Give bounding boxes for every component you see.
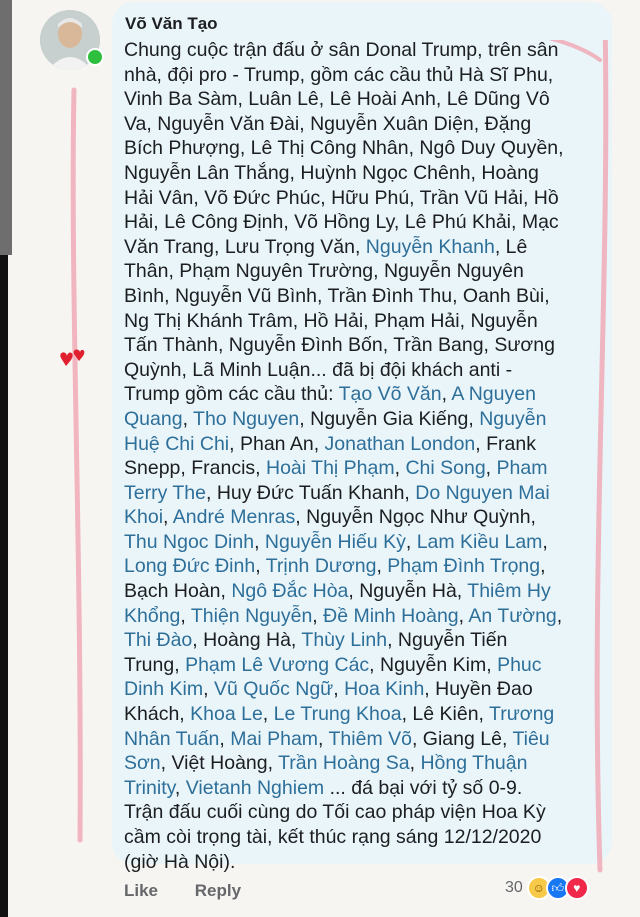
comment-text-segment: ,: [163, 506, 173, 529]
tagged-name-link[interactable]: Mai Pham: [230, 727, 319, 750]
reply-button[interactable]: Reply: [194, 881, 242, 900]
comment-text-segment: ,: [255, 555, 266, 578]
comment-line: [124, 751, 604, 776]
tagged-name-link[interactable]: Phuc: [497, 653, 542, 676]
comment-line: [124, 136, 604, 161]
comment-text-segment: , Nguyễn Tiến: [387, 629, 508, 652]
comment-text-segment: , Huy Đức Tuấn Khanh,: [206, 481, 416, 504]
comment-text-segment: , Phan An,: [229, 432, 325, 455]
comment-text-segment: Vinh Ba Sàm, Luân Lê, Lê Hoài Anh, Lê Dũng Vô: [124, 88, 550, 111]
comment-text-segment: Quỳnh, Lã Minh Luận... đã bị đội khách anti -: [124, 358, 513, 381]
tagged-name-link[interactable]: Phạm Đình Trọng: [387, 555, 541, 578]
comment-text-segment: Bích Phượng, Lê Thị Công Nhân, Ngô Duy Quyền,: [124, 137, 564, 160]
love-icon: ♥: [565, 876, 589, 900]
comment-text-segment: Chung cuộc trận đấu ở sân Donal Trump, trên sân: [124, 39, 559, 61]
comment-text-segment: Hải Vân, Võ Đức Phúc, Hữu Phú, Trần Vũ Hải, Hồ: [124, 186, 559, 209]
comment-text-segment: ,: [458, 604, 469, 627]
comment-text-segment: ,: [376, 555, 388, 578]
comment-text-segment: Bạch Hoàn,: [124, 580, 232, 603]
comment-text-segment: ,: [318, 727, 329, 750]
comment-text-segment: ,: [405, 530, 417, 553]
comment-text-segment: ,: [333, 678, 345, 701]
tagged-name-link[interactable]: Thu Ngoc Dinh: [124, 530, 255, 553]
comment-line: [124, 677, 604, 702]
comment-text-segment: ,: [485, 457, 497, 480]
comment-text-segment: Ng Thị Khánh Trâm, Hồ Hải, Phạm Hải, Nguyễn: [124, 309, 538, 332]
comment-line: [124, 702, 604, 727]
heart-doodle-icon: [58, 346, 88, 370]
comment-text-segment: , Giang Lê,: [411, 727, 513, 750]
tagged-name-link[interactable]: Vũ Quốc Ngữ: [213, 678, 334, 701]
tagged-name-link[interactable]: Khổng: [124, 604, 181, 627]
comment-line: [124, 333, 604, 358]
comment-line: [124, 112, 604, 137]
comment-text-segment: ,: [254, 530, 265, 553]
reaction-summary[interactable]: [505, 876, 589, 900]
tagged-name-link[interactable]: Tạo Võ Văn: [338, 383, 442, 406]
comment-text-segment: , Hoàng Hà,: [192, 629, 302, 652]
comment-text-segment: ,: [556, 604, 563, 627]
comment-text-segment: cầm còi trọng tài, kết thúc rạng sáng 12/12/2020: [124, 826, 542, 848]
comment-line: [124, 505, 604, 530]
comment-line: [124, 38, 604, 63]
comment-text-segment: , Nguyễn Hà,: [348, 580, 468, 603]
comment-line: [124, 186, 604, 211]
tagged-name-link[interactable]: Trần Hoàng Sa: [278, 752, 410, 775]
tagged-name-link[interactable]: Huệ Chi Chi: [124, 432, 230, 455]
comment-text-segment: Trump gồm các cầu thủ:: [124, 383, 339, 406]
comment-line: [124, 407, 604, 432]
tagged-name-link[interactable]: Pham: [496, 457, 548, 480]
comment-text-segment: ... đá bại với tỷ số 0-9.: [324, 776, 523, 799]
comment-text-segment: Thân, Phạm Nguyên Trường, Nguyễn Nguyên: [124, 260, 524, 283]
side-tab: [0, 0, 12, 255]
comment-line: [124, 825, 604, 850]
comment-text-segment: ,: [182, 407, 194, 430]
comment-text-segment: , Lê: [494, 235, 528, 258]
comment-text-segment: nhà, đội pro - Trump, gồm các cầu thủ Hà Sĩ Phu,: [124, 63, 554, 86]
comment-text-segment: , Huyền Đao: [424, 678, 533, 701]
comment-text-segment: ,: [203, 678, 214, 701]
tagged-name-link[interactable]: Thiêm Võ: [328, 727, 412, 750]
tagged-name-link[interactable]: Lam Kiều Lam: [416, 530, 543, 553]
comment-line: [124, 481, 604, 506]
online-status-dot: [86, 48, 104, 66]
comment-text-segment: , Frank: [475, 432, 536, 455]
tagged-name-link[interactable]: Phạm Lê Vương Các: [185, 653, 370, 676]
tagged-name-link[interactable]: An Tường: [468, 604, 557, 627]
tagged-name-link[interactable]: Chi Song: [405, 457, 486, 480]
tagged-name-link[interactable]: Trịnh Dương: [265, 555, 377, 578]
comment-text: [124, 38, 604, 874]
comment-text-segment: ,: [219, 727, 231, 750]
comment-line: [124, 284, 604, 309]
tagged-name-link[interactable]: André Menras: [172, 506, 296, 529]
comment-text-segment: Snepp, Francis,: [124, 457, 266, 480]
comment-text-segment: Văn Trang, Lưu Trọng Văn,: [124, 235, 366, 258]
tagged-name-link[interactable]: Terry The: [124, 481, 206, 504]
comment-line: [124, 259, 604, 284]
comment-text-segment: ,: [441, 383, 452, 406]
comment-text-segment: ,: [540, 555, 546, 578]
like-icon: 👍︎: [546, 876, 570, 900]
tagged-name-link[interactable]: Jonathan London: [324, 432, 476, 455]
comment-text-segment: ,: [312, 604, 324, 627]
comment-line: [124, 161, 604, 186]
comment-text-segment: ,: [409, 752, 421, 775]
comment-line: [124, 456, 604, 481]
comment-line: [124, 604, 604, 629]
comment-line: [124, 530, 604, 555]
comment-actions: [124, 881, 273, 901]
tagged-name-link[interactable]: Long Đức Đinh: [124, 555, 256, 578]
comment-line: [124, 210, 604, 235]
comment-text-segment: , Nguyễn Kim,: [369, 653, 498, 676]
tagged-name-link[interactable]: Quang: [124, 407, 183, 430]
comment-text-segment: Tấn Thành, Nguyễn Đình Bốn, Trần Bang, Sương: [124, 334, 555, 357]
tagged-name-link[interactable]: Thiêm Hy: [467, 580, 551, 603]
tagged-name-link[interactable]: Thiện Nguyễn: [190, 604, 313, 627]
comment-text-segment: , Nguyễn Ngọc Như Quỳnh,: [295, 506, 536, 529]
tagged-name-link[interactable]: Trinity: [124, 776, 175, 799]
tagged-name-link[interactable]: Tiêu: [512, 727, 550, 750]
comment-line: [124, 309, 604, 334]
comment-line: [124, 653, 604, 678]
tagged-name-link[interactable]: Le Trung Khoa: [273, 703, 402, 726]
tagged-name-link[interactable]: Do Nguyen Mai: [415, 481, 550, 504]
comment-text-segment: (giờ Hà Nội).: [124, 850, 236, 873]
comment-line: [124, 579, 604, 604]
comment-text-segment: , Việt Hoàng,: [160, 752, 279, 775]
comment-text-segment: ,: [262, 703, 274, 726]
tagged-name-link[interactable]: Đề Minh Hoàng: [323, 604, 459, 627]
comment-text-segment: ,: [394, 457, 406, 480]
tagged-name-link[interactable]: Nhân Tuấn: [124, 727, 220, 750]
comment-text-segment: Trận đấu cuối cùng do Tối cao pháp viện Hoa Kỳ: [124, 801, 546, 824]
comment-text-segment: ,: [174, 776, 186, 799]
comment-author[interactable]: Võ Văn Tạo: [125, 14, 218, 33]
tagged-name-link[interactable]: Nguyễn Hiếu Kỳ: [264, 530, 406, 553]
comment-line: [124, 358, 604, 383]
comment-text-segment: Trung,: [124, 653, 186, 676]
comment-line: [124, 235, 604, 260]
haha-icon: ☺: [527, 876, 551, 900]
tagged-name-link[interactable]: Thi Đào: [124, 629, 193, 652]
comment-line: [124, 554, 604, 579]
tagged-name-link[interactable]: Sơn: [124, 752, 161, 775]
comment-line: [124, 776, 604, 801]
tagged-name-link[interactable]: Ngô Đắc Hòa: [231, 580, 349, 603]
comment-text-segment: ,: [542, 530, 548, 553]
tagged-name-link[interactable]: Vietanh Nghiem: [185, 776, 325, 799]
comment-text-segment: Bình, Nguyễn Vũ Bình, Trần Đình Thu, Oanh Bùi,: [124, 284, 550, 307]
comment-text-segment: Hải, Lê Công Định, Võ Hồng Ly, Lê Phú Khải, Mạc: [124, 211, 559, 234]
comment-text-segment: Va, Nguyễn Văn Đài, Nguyễn Xuân Diện, Đặng: [124, 112, 532, 135]
comment-text-segment: Nguyễn Lân Thắng, Huỳnh Ngọc Chênh, Hoàng: [124, 161, 539, 184]
tagged-name-link[interactable]: Khoa Le: [190, 703, 263, 726]
comment-line: [124, 800, 604, 825]
tagged-name-link[interactable]: A Nguyen: [451, 383, 536, 406]
comment-text-segment: , Lê Kiên,: [401, 703, 490, 726]
tagged-name-link[interactable]: Hoài Thị Phạm: [265, 457, 395, 480]
tagged-name-link[interactable]: Hoa Kinh: [344, 678, 425, 701]
comment-line: [124, 63, 604, 88]
comment-line: [124, 850, 604, 875]
comment-line: [124, 87, 604, 112]
comment-line: [124, 628, 604, 653]
tagged-name-link[interactable]: Trương: [489, 703, 555, 726]
comment-line: [124, 382, 604, 407]
tagged-name-link[interactable]: Nguyễn: [479, 407, 547, 430]
tagged-name-link[interactable]: Tho Nguyen: [193, 407, 300, 430]
like-button[interactable]: Like: [124, 881, 159, 900]
comment-text-segment: , Nguyễn Gia Kiếng,: [299, 407, 480, 430]
comment-line: [124, 727, 604, 752]
tagged-name-link[interactable]: Nguyễn Khanh: [365, 235, 495, 258]
comment-text-segment: Khách,: [124, 703, 191, 726]
comment-text-segment: ,: [180, 604, 191, 627]
reaction-count: 30: [505, 879, 523, 896]
tagged-name-link[interactable]: Dinh Kim: [124, 678, 204, 701]
tagged-name-link[interactable]: Khoi: [124, 506, 164, 529]
tagged-name-link[interactable]: Hồng Thuận: [420, 752, 528, 775]
tagged-name-link[interactable]: Thùy Linh: [301, 629, 388, 652]
comment-line: [124, 432, 604, 457]
